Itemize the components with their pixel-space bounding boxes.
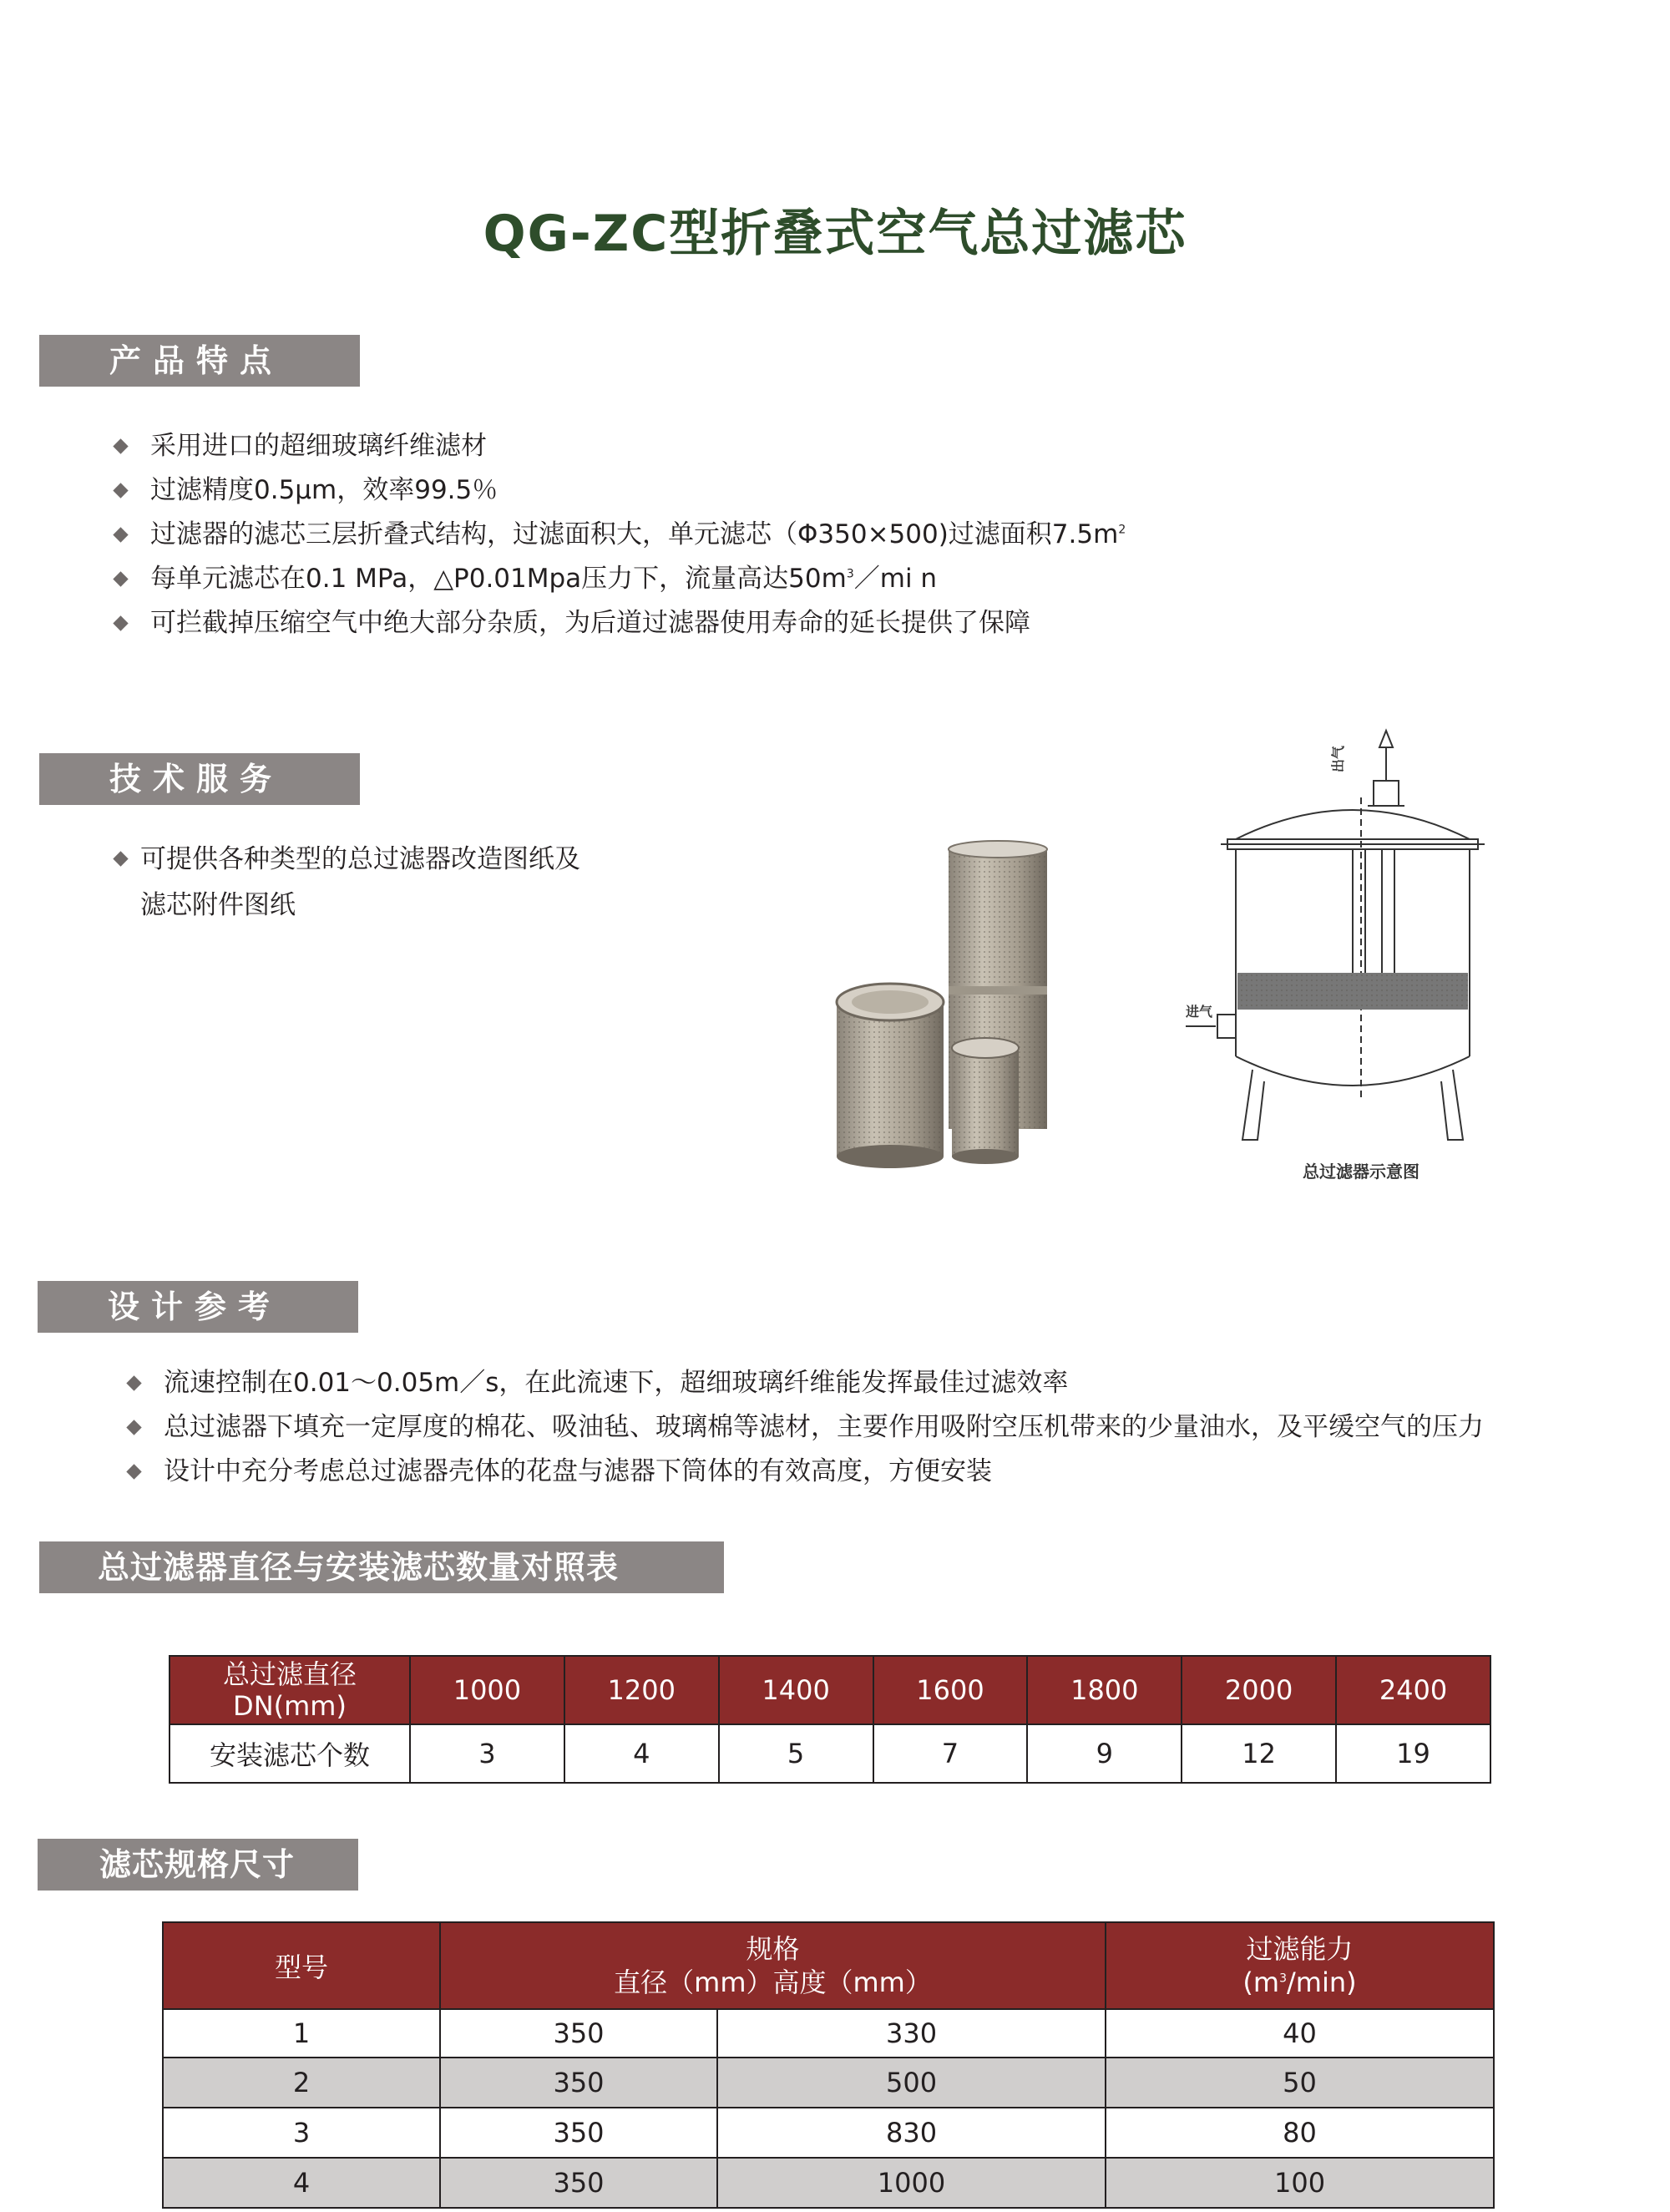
count-cell: 4 bbox=[564, 1724, 719, 1783]
design-heading: 设计参考 bbox=[38, 1281, 358, 1333]
capacity-cell: 80 bbox=[1106, 2108, 1494, 2158]
diameter-count-table bbox=[169, 1655, 1491, 1784]
diameter-cell: 2000 bbox=[1182, 1656, 1336, 1724]
diameter-cell: 350 bbox=[440, 2009, 717, 2058]
height-cell: 330 bbox=[717, 2009, 1106, 2058]
table-row bbox=[163, 2108, 1494, 2158]
inlet-label: 进气 bbox=[1186, 1004, 1213, 1020]
feature-item: 每单元滤芯在0.1 MPa，△P0.01Mpa压力下，流量高达$50m^3/mi$ n bbox=[150, 557, 1126, 601]
table1-header-label: 总过滤直径 DN(mm) bbox=[170, 1656, 410, 1724]
diameter-cell: 350 bbox=[440, 2158, 717, 2208]
capacity-cell: 100 bbox=[1106, 2158, 1494, 2208]
diamond-bullet-icon bbox=[113, 615, 128, 630]
service-heading: 技术服务 bbox=[39, 753, 360, 805]
diameter-cell: 1000 bbox=[410, 1656, 564, 1724]
service-text bbox=[140, 837, 580, 929]
diamond-bullet-icon bbox=[113, 483, 128, 498]
count-cell: 7 bbox=[873, 1724, 1028, 1783]
features-list bbox=[150, 424, 1126, 645]
count-cell: 9 bbox=[1027, 1724, 1182, 1783]
height-cell: 830 bbox=[717, 2108, 1106, 2158]
feature-item: 过滤器的滤芯三层折叠式结构，过滤面积大，单元滤芯（Φ350×500)过滤面积$7.5m^2$ bbox=[150, 513, 1126, 557]
table1-count-row bbox=[170, 1724, 1490, 1783]
table1-header-row bbox=[170, 1656, 1490, 1724]
diameter-cell: 2400 bbox=[1336, 1656, 1490, 1724]
outlet-label: 出气 bbox=[1330, 745, 1346, 772]
diamond-bullet-icon bbox=[126, 1375, 141, 1390]
capacity-header: 过滤能力 $(m^3/\min)$ bbox=[1106, 1922, 1494, 2009]
table-row bbox=[163, 2009, 1494, 2058]
design-item: 总过滤器下填充一定厚度的棉花、吸油毡、玻璃棉等滤材，主要作用吸附空压机带来的少量油水，及平缓空气的压力 bbox=[164, 1405, 1484, 1450]
feature-item: 过滤精度0.5μm，效率99.5％ bbox=[150, 468, 1126, 513]
height-cell: 500 bbox=[717, 2058, 1106, 2108]
design-item: 流速控制在0.01～0.05m／s，在此流速下，超细玻璃纤维能发挥最佳过滤效率 bbox=[164, 1361, 1484, 1405]
diamond-bullet-icon bbox=[126, 1464, 141, 1479]
table-row bbox=[163, 2058, 1494, 2108]
capacity-cell: 40 bbox=[1106, 2009, 1494, 2058]
large-cartridge bbox=[837, 984, 944, 1168]
diameter-cell: 1600 bbox=[873, 1656, 1028, 1724]
feature-item: 可拦截掉压缩空气中绝大部分杂质，为后道过滤器使用寿命的延长提供了保障 bbox=[150, 601, 1126, 645]
count-cell: 3 bbox=[410, 1724, 564, 1783]
capacity-cell: 50 bbox=[1106, 2058, 1494, 2108]
height-cell: 1000 bbox=[717, 2158, 1106, 2208]
diagram-caption: 总过滤器示意图 bbox=[1303, 1162, 1420, 1182]
model-cell: 2 bbox=[163, 2058, 440, 2108]
diameter-cell: 350 bbox=[440, 2058, 717, 2108]
small-cartridge bbox=[952, 1038, 1019, 1164]
feature-item: 采用进口的超细玻璃纤维滤材 bbox=[150, 424, 1126, 468]
service-line-1: 可提供各种类型的总过滤器改造图纸及 bbox=[140, 844, 580, 874]
spec-header: 规格 直径（mm）高度（mm） bbox=[440, 1922, 1106, 2009]
count-cell: 12 bbox=[1182, 1724, 1336, 1783]
diameter-cell: 1400 bbox=[719, 1656, 873, 1724]
diameter-cell: 1200 bbox=[564, 1656, 719, 1724]
page-title: QG-ZC型折叠式空气总过滤芯 bbox=[483, 205, 1187, 263]
model-header: 型号 bbox=[163, 1922, 440, 2009]
diamond-bullet-icon bbox=[126, 1420, 141, 1435]
design-list bbox=[164, 1361, 1484, 1494]
count-cell: 5 bbox=[719, 1724, 873, 1783]
table-row bbox=[163, 2158, 1494, 2208]
model-cell: 3 bbox=[163, 2108, 440, 2158]
model-cell: 1 bbox=[163, 2009, 440, 2058]
model-cell: 4 bbox=[163, 2158, 440, 2208]
count-row-label: 安装滤芯个数 bbox=[170, 1724, 410, 1783]
count-cell: 19 bbox=[1336, 1724, 1490, 1783]
table1-heading: 总过滤器直径与安装滤芯数量对照表 bbox=[39, 1541, 724, 1593]
diameter-cell: 1800 bbox=[1027, 1656, 1182, 1724]
design-item: 设计中充分考虑总过滤器壳体的花盘与滤器下筒体的有效高度，方便安装 bbox=[164, 1450, 1484, 1494]
service-line-2: 滤芯附件图纸 bbox=[140, 890, 296, 920]
features-heading: 产品特点 bbox=[39, 335, 360, 387]
diameter-cell: 350 bbox=[440, 2108, 717, 2158]
table2-heading: 滤芯规格尺寸 bbox=[38, 1839, 358, 1891]
diamond-bullet-icon bbox=[113, 851, 128, 866]
cartridge-spec-table bbox=[162, 1921, 1495, 2209]
diamond-bullet-icon bbox=[113, 527, 128, 542]
table2-header-row bbox=[163, 1922, 1494, 2009]
filter-diagram bbox=[1186, 722, 1495, 1190]
diamond-bullet-icon bbox=[113, 571, 128, 586]
diamond-bullet-icon bbox=[113, 438, 128, 453]
filter-cartridges-photo bbox=[827, 839, 1060, 1169]
